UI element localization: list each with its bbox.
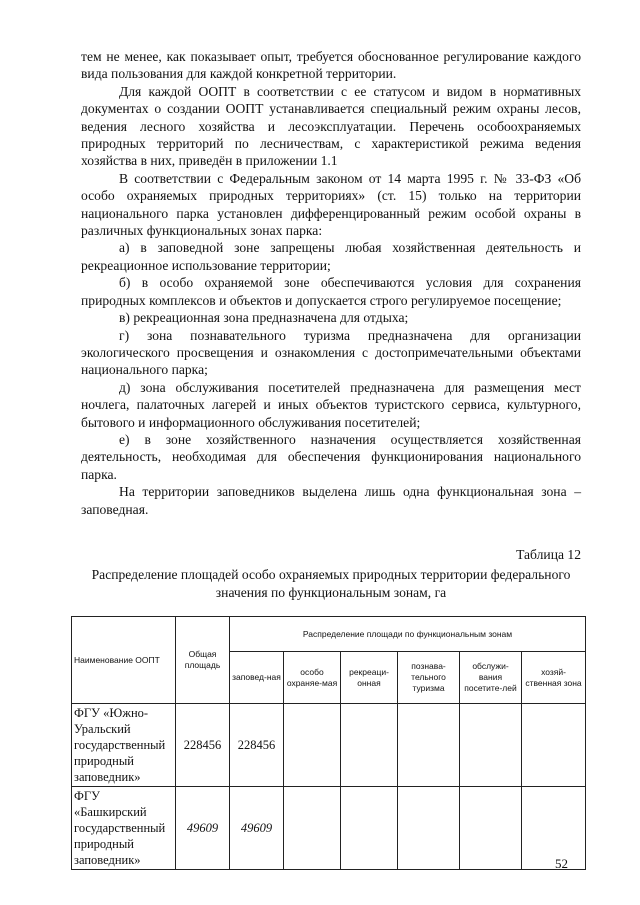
paragraph: а) в заповедной зоне запрещены любая хозяйственная деятельность и рекреационное использование территории; [81,240,581,273]
cell-zone [284,787,341,870]
paragraph: е) в зоне хозяйственного назначения осуществляется хозяйственная деятельность, необходимая для обеспечения функционирования национального парка. [81,431,581,482]
header-zone: познава-тельного туризма [398,652,460,704]
cell-zone [522,704,586,787]
paragraph: б) в особо охраняемой зоне обеспечиваются условия для сохранения природных комплексов и объектов и допускается строго регулируемое посещение; [81,275,581,308]
table-row [72,704,586,787]
cell-name: ФГУ «Южно-Уральский государственный природный заповедник» [72,704,176,787]
header-zone-group: Распределение площади по функциональным зонам [230,617,586,652]
cell-zone: 228456 [230,704,284,787]
cell-zone [522,787,586,870]
table-number: Таблица 12 [516,547,581,562]
cell-zone [398,787,460,870]
table-caption [81,546,581,601]
page-number: 52 [555,856,568,871]
cell-zone [284,704,341,787]
cell-zone [460,787,522,870]
table-title: Распределение площадей особо охраняемых природных территории федерального значения по функциональным зонам, га [91,567,571,600]
paragraph: г) зона познавательного туризма предназначена для организации экологического просвещения и ознакомления с достопримечательными объектами национального парка; [81,327,581,378]
cell-zone [341,787,398,870]
header-zone: рекреаци-онная [341,652,398,704]
paragraph: Для каждой ООПТ в соответствии с ее статусом и видом в нормативных документах о создании ООПТ устанавливается специальный режим охраны лесов, ведения лесного хозяйства и лесоэксплуатации. Перечень особоохраняемых природных территорий по лесничествам, с характеристикой режима ведения хозяйства в них, приведён в приложении 1.1 [81,83,581,169]
paragraph: д) зона обслуживания посетителей предназначена для размещения мест ночлега, палаточных лагерей и иных объектов туристского сервиса, культурного, бытового и информационного обслуживания посетителей; [81,379,581,430]
header-zone: особо охраняе-мая [284,652,341,704]
header-total: Общая площадь [176,617,230,704]
cell-total: 49609 [176,787,230,870]
cell-zone [341,704,398,787]
header-zone: заповед-ная [230,652,284,704]
header-zone: хозяй-ственная зона [522,652,586,704]
cell-total: 228456 [176,704,230,787]
body-text [81,48,581,518]
table-row [72,787,586,870]
paragraph: тем не менее, как показывает опыт, требуется обоснованное регулирование каждого вида пользования для каждой конкретной территории. [81,49,581,82]
paragraph: в) рекреационная зона предназначена для отдыха; [119,310,409,326]
paragraph: В соответствии с Федеральным законом от 14 марта 1995 г. № 33-ФЗ «Об особо охраняемых природных территориях» (ст. 15) только на территории национального парка установлен дифференцированный режим особой охраны в различных функциональных зонах парка: [81,170,581,239]
header-name: Наименование ООПТ [72,617,176,704]
cell-name: ФГУ «Башкирский государственный природный заповедник» [72,787,176,870]
cell-zone [460,704,522,787]
cell-zone: 49609 [230,787,284,870]
header-zone: обслужи-вания посетите-лей [460,652,522,704]
zone-distribution-table [71,616,586,870]
cell-zone [398,704,460,787]
paragraph: На территории заповедников выделена лишь одна функциональная зона – заповедная. [81,484,581,517]
